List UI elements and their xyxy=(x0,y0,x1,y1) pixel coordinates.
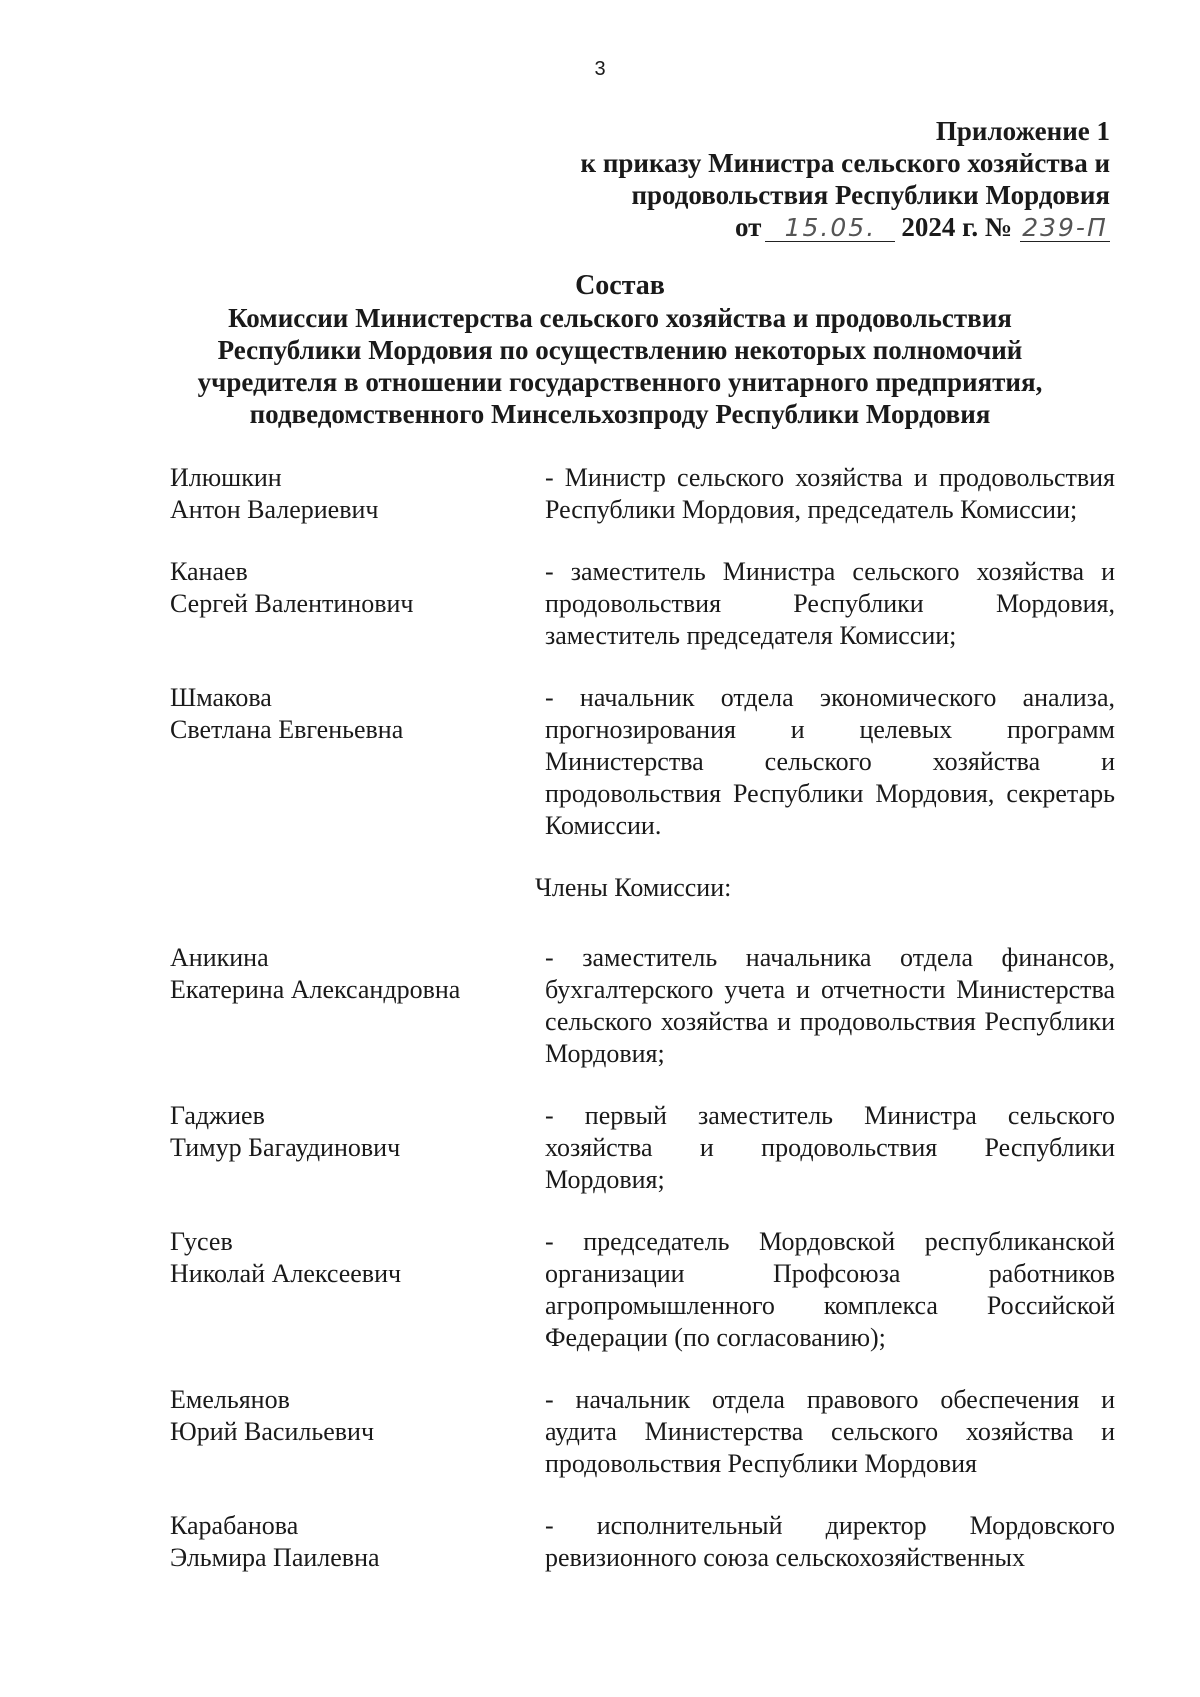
member-role: - первый заместитель Министра сельского хозяйства и продовольствия Республики Мордовия; xyxy=(545,1101,1115,1194)
member-surname: Емельянов xyxy=(170,1385,290,1414)
commission-secretary xyxy=(170,682,1115,842)
commission-member xyxy=(170,1510,1115,1574)
appendix-header xyxy=(581,115,1110,243)
member-given-name: Эльмира Паилевна xyxy=(170,1543,380,1572)
member-given-name: Антон Валериевич xyxy=(170,495,379,524)
commission-member xyxy=(170,942,1115,1070)
member-role: - начальник отдела правового обеспечения и аудита Министерства сельского хозяйства и продовольствия Республики Мордовия xyxy=(545,1385,1115,1478)
handwritten-date: 15.05. xyxy=(765,215,895,242)
member-name xyxy=(170,1384,545,1480)
title-composition: Состав xyxy=(575,270,665,301)
member-given-name: Светлана Евгеньевна xyxy=(170,715,404,744)
member-given-name: Сергей Валентинович xyxy=(170,589,414,618)
commission-chairman xyxy=(170,462,1115,526)
year-number-label: 2024 г. № xyxy=(901,212,1012,242)
commission-member xyxy=(170,1384,1115,1480)
member-role: - Министр сельского хозяйства и продовольствия Республики Мордовия, председатель Комиссии; xyxy=(545,463,1115,524)
commission-deputy-chairman xyxy=(170,556,1115,652)
appendix-title: Приложение 1 xyxy=(935,116,1110,146)
member-name xyxy=(170,1100,545,1196)
title-line: Республики Мордовия по осуществлению некоторых полномочий xyxy=(217,335,1023,365)
member-surname: Шмакова xyxy=(170,683,272,712)
title-line: учредителя в отношении государственного унитарного предприятия, xyxy=(197,367,1043,397)
member-given-name: Николай Алексеевич xyxy=(170,1259,402,1288)
member-surname: Аникина xyxy=(170,943,269,972)
member-name xyxy=(170,1226,545,1354)
appendix-order-line: к приказу Министра сельского хозяйства и xyxy=(580,148,1110,178)
commission-member xyxy=(170,1100,1115,1196)
member-surname: Гаджиев xyxy=(170,1101,265,1130)
member-role: - заместитель Министра сельского хозяйства и продовольствия Республики Мордовия, заместитель председателя Комиссии; xyxy=(545,557,1115,650)
title-line: подведомственного Минсельхозпроду Республики Мордовия xyxy=(249,399,991,429)
appendix-date-line xyxy=(581,211,1110,243)
member-role: - исполнительный директор Мордовского ревизионного союза сельскохозяйственных xyxy=(545,1511,1115,1572)
member-name xyxy=(170,1510,545,1574)
member-given-name: Юрий Васильевич xyxy=(170,1417,375,1446)
member-name xyxy=(170,462,545,526)
member-surname: Карабанова xyxy=(170,1511,299,1540)
member-given-name: Екатерина Александровна xyxy=(170,975,461,1004)
member-surname: Илюшкин xyxy=(170,463,282,492)
page-number: 3 xyxy=(594,58,606,80)
appendix-ministry-line: продовольствия Республики Мордовия xyxy=(631,180,1110,210)
member-role: - заместитель начальника отдела финансов, бухгалтерского учета и отчетности Министерства сельского хозяйства и продовольствия Республики Мордовия; xyxy=(545,943,1115,1068)
member-surname: Гусев xyxy=(170,1227,233,1256)
document-title xyxy=(140,270,1100,430)
member-surname: Канаев xyxy=(170,557,248,586)
member-role: - председатель Мордовской республиканской организации Профсоюза работников агропромышленного комплекса Российской Федерации (по согласованию); xyxy=(545,1227,1115,1352)
handwritten-order-number: 239-П xyxy=(1020,215,1110,242)
title-line: Комиссии Министерства сельского хозяйства и продовольствия xyxy=(228,303,1012,333)
member-given-name: Тимур Багаудинович xyxy=(170,1133,401,1162)
members-section-label: Члены Комиссии: xyxy=(535,873,732,902)
member-name xyxy=(170,942,545,1070)
commission-list xyxy=(170,462,1115,1604)
commission-member xyxy=(170,1226,1115,1354)
member-name xyxy=(170,556,545,652)
member-name xyxy=(170,682,545,842)
member-role: - начальник отдела экономического анализа, прогнозирования и целевых программ Министерства сельского хозяйства и продовольствия Республики Мордовия, секретарь Комиссии. xyxy=(545,683,1115,840)
date-prefix: от xyxy=(734,212,762,242)
